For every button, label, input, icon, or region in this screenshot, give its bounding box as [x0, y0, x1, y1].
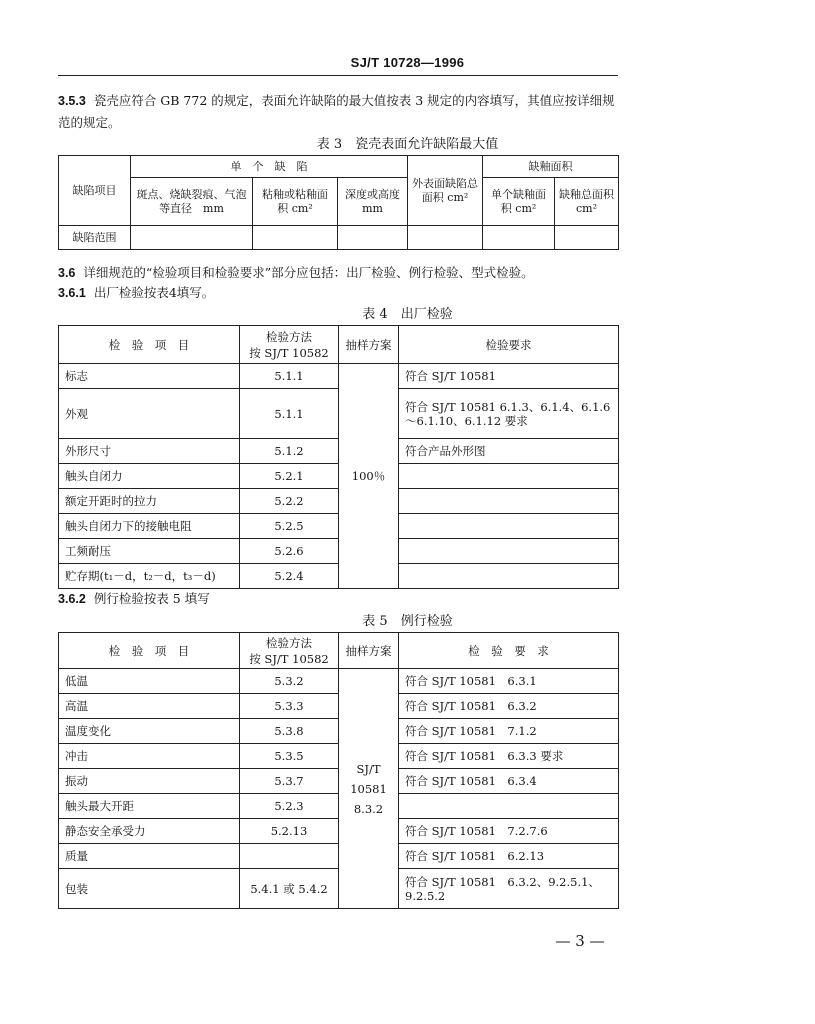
table4-item: 触头自闭力下的接触电阻	[59, 514, 240, 539]
table4-req: 符合产品外形图	[399, 439, 619, 464]
table5-header-item: 检 验 项 目	[59, 633, 240, 669]
table5-routine-inspection	[58, 632, 619, 909]
table5-sampling: SJ/T 10581 8.3.2	[339, 669, 399, 909]
table4-req	[399, 564, 619, 589]
table3-col-total-glaze: 缺釉总面积 cm²	[555, 178, 619, 226]
table4-method: 5.2.4	[240, 564, 339, 589]
table3-group-glaze: 缺釉面积	[483, 156, 619, 178]
table3-col-spot: 斑点、烧缺裂痕、气泡等直径 mm	[131, 178, 253, 226]
table4-method: 5.2.1	[240, 464, 339, 489]
table5-req: 符合 SJ/T 10581 6.3.3 要求	[399, 744, 619, 769]
table3-group-single: 单 个 缺 陷	[131, 156, 408, 178]
table5-item: 冲击	[59, 744, 240, 769]
page-number: — 3 —	[555, 932, 605, 950]
clause-3-6-1	[58, 282, 620, 304]
table3-caption: 表 3 瓷壳表面允许缺陷最大值	[316, 137, 499, 152]
table3-outer-area: 外表面缺陷总面积 cm²	[408, 156, 483, 226]
table4-req	[399, 489, 619, 514]
table4-factory-inspection	[58, 325, 619, 589]
table5-header-method: 检验方法 按 SJ/T 10582	[240, 633, 339, 669]
table5-req: 符合 SJ/T 10581 7.2.7.6	[399, 819, 619, 844]
table4-item: 外观	[59, 389, 240, 439]
clause-text: 例行检验按表 5 填写	[93, 591, 210, 606]
table3-col-sticky-glaze: 粘釉或粘釉面积 cm²	[253, 178, 338, 226]
table5-method: 5.4.1 或 5.4.2	[240, 869, 339, 909]
table5-item: 高温	[59, 694, 240, 719]
table5-method: 5.3.2	[240, 669, 339, 694]
clause-3-5-3	[58, 90, 620, 134]
table4-header-method: 检验方法 按 SJ/T 10582	[240, 326, 339, 364]
table5-item: 触头最大开距	[59, 794, 240, 819]
clause-number: 3.6	[58, 266, 76, 280]
table3-row-range: 缺陷范围	[59, 226, 131, 250]
table5-header-sampling: 抽样方案	[339, 633, 399, 669]
table4-req	[399, 464, 619, 489]
table4-req: 符合 SJ/T 10581	[399, 364, 619, 389]
table4-item: 外形尺寸	[59, 439, 240, 464]
table5-method	[240, 844, 339, 869]
table4-method: 5.2.6	[240, 539, 339, 564]
table4-item: 工频耐压	[59, 539, 240, 564]
clause-text: 详细规范的“检验项目和检验要求”部分应包括：出厂检验、例行检验、型式检验。	[83, 265, 534, 280]
table5-caption: 表 5 例行检验	[362, 614, 453, 629]
table4-header-item: 检 验 项 目	[59, 326, 240, 364]
table4-item: 触头自闭力	[59, 464, 240, 489]
table5-method: 5.2.13	[240, 819, 339, 844]
table5-method: 5.3.3	[240, 694, 339, 719]
table5-req	[399, 794, 619, 819]
table3-col-depth: 深度或高度 mm	[338, 178, 408, 226]
table4-method: 5.1.1	[240, 389, 339, 439]
table4-sampling: 100％	[339, 364, 399, 589]
table5-item: 静态安全承受力	[59, 819, 240, 844]
clause-3-6	[58, 262, 620, 284]
table5-req: 符合 SJ/T 10581 6.3.2	[399, 694, 619, 719]
table3-defect-limits	[58, 155, 619, 250]
table5-req: 符合 SJ/T 10581 6.2.13	[399, 844, 619, 869]
table5-item: 包装	[59, 869, 240, 909]
table4-item: 额定开距时的拉力	[59, 489, 240, 514]
clause-text: 出厂检验按表4填写。	[93, 285, 215, 300]
table5-header-req: 检 验 要 求	[399, 633, 619, 669]
clause-3-6-2	[58, 588, 620, 610]
table4-method: 5.2.5	[240, 514, 339, 539]
table5-req: 符合 SJ/T 10581 6.3.2、9.2.5.1、9.2.5.2	[399, 869, 619, 909]
running-header: SJ/T 10728—1996	[350, 55, 465, 70]
table3-col-single-glaze: 单个缺釉面积 cm²	[483, 178, 555, 226]
table4-req: 符合 SJ/T 10581 6.1.3、6.1.4、6.1.6～6.1.10、6.1.12 要求	[399, 389, 619, 439]
table5-req: 符合 SJ/T 10581 6.3.4	[399, 769, 619, 794]
table5-item: 温度变化	[59, 719, 240, 744]
clause-number: 3.6.1	[58, 286, 86, 300]
clause-text: 瓷壳应符合 GB 772 的规定，表面允许缺陷的最大值按表 3 规定的内容填写，其值应按详细规范的规定。	[58, 93, 615, 130]
table5-method: 5.2.3	[240, 794, 339, 819]
table5-req: 符合 SJ/T 10581 7.1.2	[399, 719, 619, 744]
clause-number: 3.6.2	[58, 592, 86, 606]
table5-method: 5.3.8	[240, 719, 339, 744]
table4-method: 5.1.2	[240, 439, 339, 464]
table5-item: 质量	[59, 844, 240, 869]
table4-caption: 表 4 出厂检验	[362, 307, 453, 322]
table3-row-header: 缺陷项目	[59, 156, 131, 226]
table5-method: 5.3.7	[240, 769, 339, 794]
table4-req	[399, 514, 619, 539]
table4-method: 5.1.1	[240, 364, 339, 389]
table4-header-sampling: 抽样方案	[339, 326, 399, 364]
table5-method: 5.3.5	[240, 744, 339, 769]
table4-item: 贮存期(t₁－d，t₂－d，t₃－d)	[59, 564, 240, 589]
table4-item: 标志	[59, 364, 240, 389]
clause-number: 3.5.3	[58, 94, 86, 108]
table4-req	[399, 539, 619, 564]
header-rule	[58, 75, 618, 76]
table5-item: 振动	[59, 769, 240, 794]
table4-method: 5.2.2	[240, 489, 339, 514]
table5-req: 符合 SJ/T 10581 6.3.1	[399, 669, 619, 694]
table4-header-req: 检验要求	[399, 326, 619, 364]
table5-item: 低温	[59, 669, 240, 694]
